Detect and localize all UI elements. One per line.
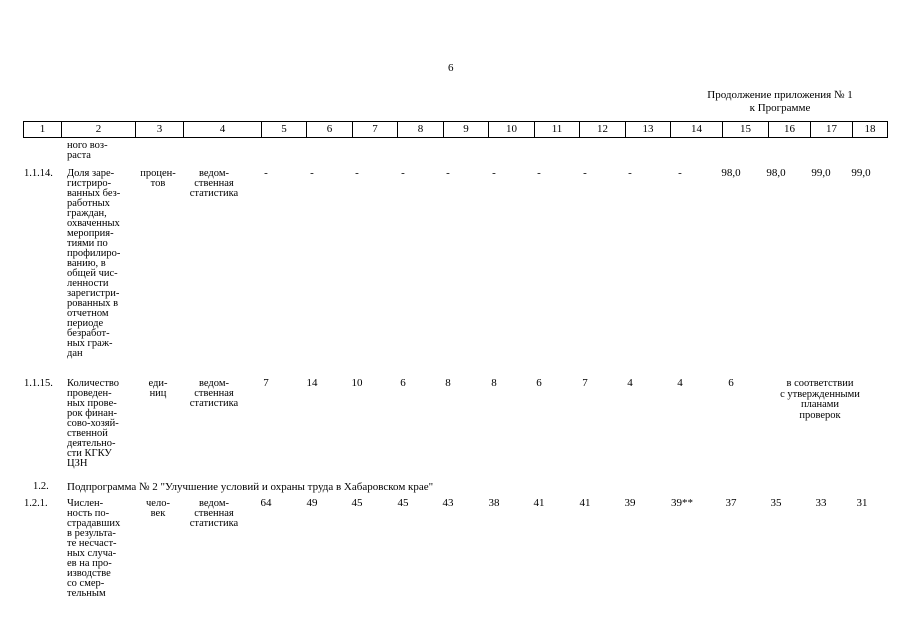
row-1115-value: 7 [263,377,269,389]
header-cell: 15 [723,122,769,138]
header-row [24,122,888,138]
row-1115-value: 7 [582,377,588,389]
row-1114-name: Доля заре- гистриро- ванных без- работных граждан, охваченных мероприя- тиями по профилиро- ванию, в общей чис- ленности зарегистри- рованных в отчетном периоде безработ- ных граж- дан [67,168,121,359]
row-12-code: 1.2. [33,481,49,492]
row-1114-value: 99,0 [811,167,831,179]
row-121-source: ведом- ственная статистика [189,498,239,529]
header-cell: 6 [307,122,353,138]
row-1114-value: - [583,167,587,179]
row-1115-unit: еди- ниц [148,378,168,399]
row-1115-value: 6 [728,377,734,389]
row-1114-value: - [678,167,682,179]
row-1114-code: 1.1.14. [24,168,53,179]
row-121-value: 64 [260,497,272,509]
row-121-value: 33 [815,497,827,509]
header-cell: 8 [398,122,444,138]
header-cell: 11 [535,122,580,138]
row-1115-name: Количество проведен- ных прове- рок финан- сово-хозяй- ственной деятельно- сти КГКУ ЦЗН [67,378,120,469]
header-cell: 9 [444,122,489,138]
header-cell: 12 [580,122,626,138]
header-cell: 14 [671,122,723,138]
row-1114-value: - [310,167,314,179]
header-cell: 5 [262,122,307,138]
header-cell: 7 [353,122,398,138]
row-121-name: Числен- ность по- страдавших в результа- те несчаст- ных случа- ев на про- изводстве со смер- тельным [67,498,121,599]
header-cell: 18 [853,122,888,138]
row-121-value: 45 [351,497,363,509]
row-121-value: 39 [624,497,636,509]
row-121-value: 45 [397,497,409,509]
row-121-value: 41 [533,497,545,509]
row-1114-value: - [264,167,268,179]
continuation-note [680,89,880,115]
row-121-value: 41 [579,497,591,509]
row-1114-value: - [446,167,450,179]
header-cell: 4 [184,122,262,138]
row-121-value: 43 [442,497,454,509]
row-1115-source: ведом- ственная статистика [189,378,239,409]
header-cell: 16 [769,122,811,138]
row-1114-value: 99,0 [851,167,871,179]
row-1115-value: 14 [306,377,318,389]
row-1115-value: 4 [677,377,683,389]
row-121-value: 37 [725,497,737,509]
row-121-value: 39** [671,497,693,509]
header-cell: 1 [24,122,62,138]
row-1115-value: 6 [536,377,542,389]
row-1115-value: 10 [351,377,363,389]
row-12-title: Подпрограмма № 2 "Улучшение условий и охраны труда в Хабаровском крае" [67,481,434,493]
header-cell: 3 [136,122,184,138]
row-121-code: 1.2.1. [24,498,48,509]
row-1114-value: - [355,167,359,179]
row-1114-value: - [628,167,632,179]
row-1115-value: 6 [400,377,406,389]
row-1114-value: - [492,167,496,179]
row-121-value: 31 [856,497,868,509]
header-cell: 10 [489,122,535,138]
continuation-line-1: Продолжение приложения № 1 [707,89,853,101]
row-1114-source: ведом- ственная статистика [189,168,239,199]
row-1114-value: - [537,167,541,179]
row-1115-value: 8 [491,377,497,389]
row-1115-value: 8 [445,377,451,389]
row-121-unit: чело- век [146,498,170,519]
row-121-value: 49 [306,497,318,509]
row-1114-value: 98,0 [766,167,786,179]
carry-over-text: ного воз- раста [67,140,108,161]
row-1114-unit: процен- тов [140,168,176,189]
row-1115-code: 1.1.15. [24,378,53,389]
header-cell: 13 [626,122,671,138]
row-1114-value: 98,0 [721,167,741,179]
row-1114-value: - [401,167,405,179]
column-header-table [23,121,888,138]
header-cell: 2 [62,122,136,138]
continuation-line-2: к Программе [749,102,811,114]
row-1115-note: в соответствии с утвержденными планами проверок [780,378,860,421]
header-cell: 17 [811,122,853,138]
row-121-value: 38 [488,497,500,509]
row-121-value: 35 [770,497,782,509]
row-1115-value: 4 [627,377,633,389]
page-number: 6 [448,62,454,74]
